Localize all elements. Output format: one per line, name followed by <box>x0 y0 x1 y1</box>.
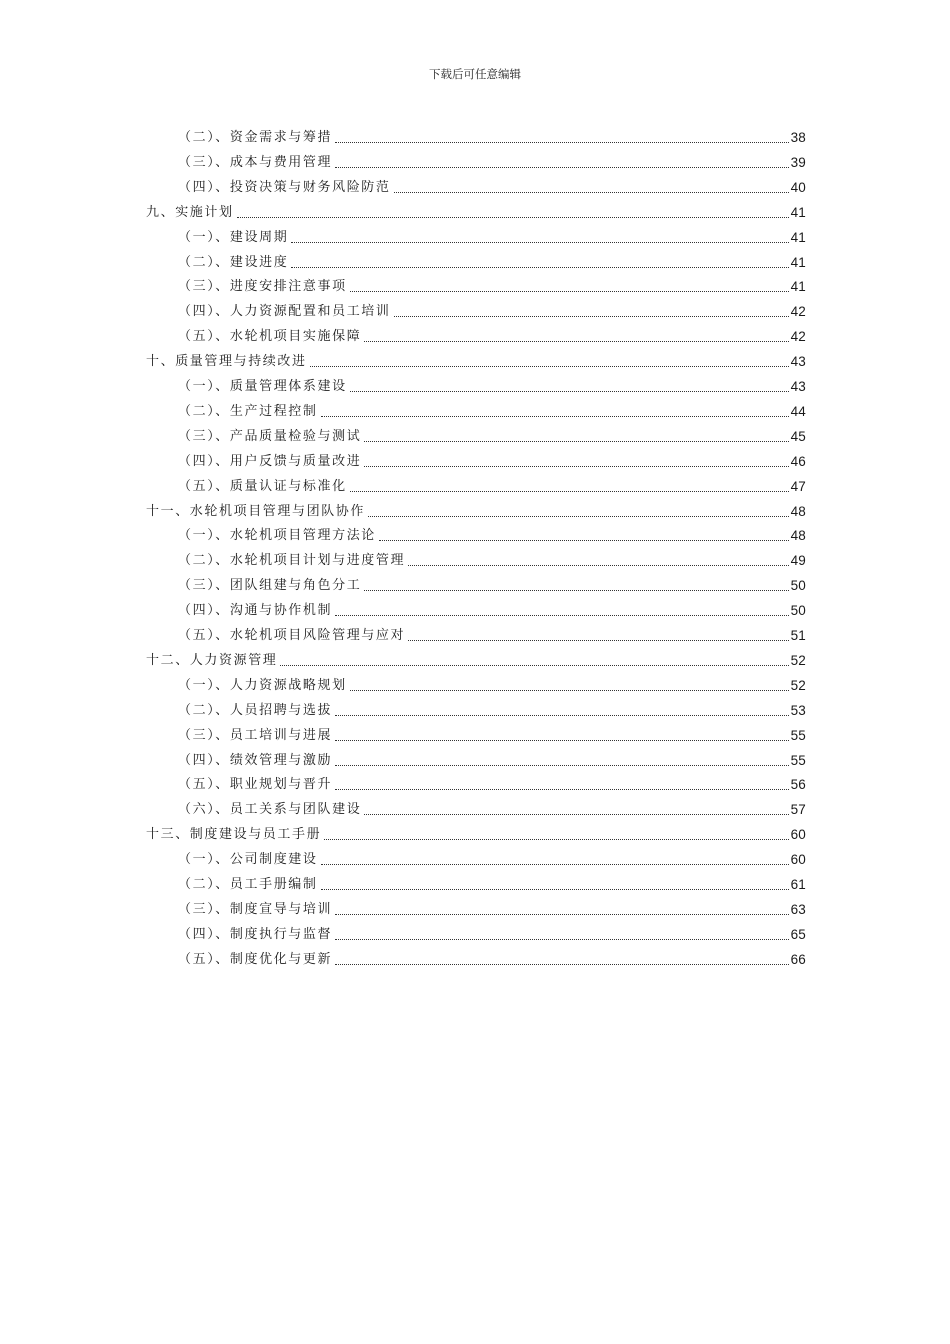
toc-page-number: 60 <box>790 852 806 868</box>
toc-entry-label: （四）、用户反馈与质量改进 <box>178 453 362 469</box>
toc-entry-label: （五）、职业规划与晋升 <box>178 777 333 793</box>
toc-dot-leader <box>335 938 788 940</box>
toc-page-number: 41 <box>790 229 806 245</box>
toc-dot-leader <box>321 415 789 417</box>
toc-page-number: 48 <box>790 528 806 544</box>
toc-section-entry[interactable] <box>178 747 806 769</box>
toc-dot-leader <box>335 913 788 915</box>
toc-dot-leader <box>364 440 788 442</box>
toc-section-entry[interactable] <box>178 572 806 594</box>
toc-entry-label: 十、质量管理与持续改进 <box>146 354 307 370</box>
toc-entry-label: 十三、制度建设与员工手册 <box>146 827 322 843</box>
toc-page-number: 63 <box>790 901 806 917</box>
toc-dot-leader <box>321 888 789 890</box>
toc-dot-leader <box>368 515 789 517</box>
toc-entry-label: （六）、员工关系与团队建设 <box>178 802 362 818</box>
toc-section-entry[interactable] <box>178 174 806 196</box>
toc-page-number: 40 <box>790 179 806 195</box>
toc-chapter-entry[interactable] <box>146 647 806 669</box>
toc-dot-leader <box>335 141 788 143</box>
toc-section-entry[interactable] <box>178 896 806 918</box>
toc-entry-label: （二）、建设进度 <box>178 254 289 270</box>
toc-entry-label: （二）、水轮机项目计划与进度管理 <box>178 553 406 569</box>
toc-section-entry[interactable] <box>178 273 806 295</box>
toc-entry-label: （四）、投资决策与财务风险防范 <box>178 179 391 195</box>
toc-section-entry[interactable] <box>178 722 806 744</box>
toc-page-number: 42 <box>790 329 806 345</box>
toc-dot-leader <box>324 838 788 840</box>
toc-entry-label: （一）、质量管理体系建设 <box>178 379 347 394</box>
toc-dot-leader <box>364 589 788 591</box>
toc-entry-label: （一）、人力资源战略规划 <box>178 677 347 693</box>
toc-entry-label: （四）、绩效管理与激励 <box>178 752 333 768</box>
toc-page-number: 47 <box>790 478 806 494</box>
toc-section-entry[interactable] <box>178 622 806 644</box>
toc-dot-leader <box>408 564 788 566</box>
toc-section-entry[interactable] <box>178 373 806 395</box>
toc-page-number: 66 <box>790 951 806 967</box>
toc-page-number: 52 <box>790 677 806 693</box>
toc-section-entry[interactable] <box>178 547 806 569</box>
toc-page-number: 41 <box>790 279 806 295</box>
toc-section-entry[interactable] <box>178 921 806 943</box>
toc-dot-leader <box>291 241 788 243</box>
toc-dot-leader <box>321 863 789 865</box>
toc-page-number: 65 <box>790 926 806 942</box>
toc-entry-label: （三）、团队组建与角色分工 <box>178 578 362 594</box>
toc-entry-label: 十二、人力资源管理 <box>146 652 278 668</box>
toc-dot-leader <box>335 963 788 965</box>
toc-chapter-entry[interactable] <box>146 498 806 520</box>
toc-page-number: 41 <box>790 204 806 220</box>
toc-dot-leader <box>335 614 788 616</box>
toc-section-entry[interactable] <box>178 871 806 893</box>
toc-page-number: 44 <box>790 403 806 419</box>
toc-page-number: 56 <box>790 777 806 793</box>
toc-dot-leader <box>350 290 789 292</box>
toc-dot-leader <box>237 216 789 218</box>
toc-entry-label: （二）、资金需求与筹措 <box>178 130 333 145</box>
toc-page-number: 43 <box>790 354 806 370</box>
toc-entry-label: （五）、水轮机项目风险管理与应对 <box>178 628 406 643</box>
toc-section-entry[interactable] <box>178 946 806 968</box>
toc-page-number: 60 <box>790 827 806 843</box>
toc-section-entry[interactable] <box>178 448 806 470</box>
toc-page-number: 48 <box>790 503 806 519</box>
toc-section-entry[interactable] <box>178 597 806 619</box>
toc-entry-label: （三）、产品质量检验与测试 <box>178 428 362 444</box>
toc-entry-label: （五）、质量认证与标准化 <box>178 478 347 494</box>
toc-dot-leader <box>280 664 788 666</box>
toc-dot-leader <box>350 689 789 691</box>
toc-entry-label: （二）、生产过程控制 <box>178 403 318 419</box>
toc-entry-label: （三）、进度安排注意事项 <box>178 279 347 295</box>
toc-page-number: 57 <box>790 802 806 818</box>
toc-entry-label: （二）、人员招聘与选拔 <box>178 702 333 718</box>
toc-page-number: 55 <box>790 752 806 768</box>
toc-page-number: 49 <box>790 553 806 569</box>
toc-page-number: 39 <box>790 154 806 170</box>
toc-section-entry[interactable] <box>178 398 806 420</box>
toc-dot-leader <box>335 739 788 741</box>
toc-section-entry[interactable] <box>178 149 806 171</box>
toc-page-number: 38 <box>790 130 806 145</box>
toc-page-number: 45 <box>790 428 806 444</box>
toc-section-entry[interactable] <box>178 846 806 868</box>
toc-dot-leader <box>335 714 788 716</box>
toc-page-number: 43 <box>790 379 806 394</box>
toc-page-number: 41 <box>790 254 806 270</box>
toc-section-entry[interactable] <box>178 423 806 445</box>
toc-page-number: 61 <box>790 877 806 892</box>
toc-entry-label: 九、实施计划 <box>146 204 234 220</box>
toc-dot-leader <box>310 365 789 367</box>
toc-entry-label: 十一、水轮机项目管理与团队协作 <box>146 503 366 519</box>
toc-dot-leader <box>364 813 788 815</box>
toc-entry-label: （四）、制度执行与监督 <box>178 926 333 942</box>
toc-section-entry[interactable] <box>178 473 806 495</box>
toc-entry-label: （三）、员工培训与进展 <box>178 727 333 743</box>
toc-section-entry[interactable] <box>178 124 806 146</box>
toc-section-entry[interactable] <box>178 796 806 818</box>
toc-dot-leader <box>335 788 788 790</box>
toc-entry-label: （一）、建设周期 <box>178 229 289 245</box>
toc-page-number: 50 <box>790 603 806 619</box>
page-header: 下载后可任意编辑 <box>429 67 521 81</box>
toc-dot-leader <box>350 390 789 392</box>
toc-section-entry[interactable] <box>178 672 806 694</box>
toc-entry-label: （一）、公司制度建设 <box>178 852 318 868</box>
toc-section-entry[interactable] <box>178 323 806 345</box>
toc-entry-label: （一）、水轮机项目管理方法论 <box>178 528 376 544</box>
toc-section-entry[interactable] <box>178 522 806 544</box>
toc-entry-label: （五）、水轮机项目实施保障 <box>178 329 362 345</box>
toc-dot-leader <box>291 266 788 268</box>
toc-entry-label: （五）、制度优化与更新 <box>178 951 333 967</box>
toc-page-number: 46 <box>790 453 806 469</box>
toc-dot-leader <box>394 191 789 193</box>
toc-entry-label: （四）、人力资源配置和员工培训 <box>178 304 391 320</box>
toc-page-number: 51 <box>790 628 806 643</box>
toc-section-entry[interactable] <box>178 771 806 793</box>
toc-page-number: 53 <box>790 702 806 718</box>
toc-dot-leader <box>350 490 789 492</box>
toc-dot-leader <box>364 340 788 342</box>
toc-section-entry[interactable] <box>178 249 806 271</box>
toc-dot-leader <box>364 465 788 467</box>
toc-dot-leader <box>408 639 788 641</box>
toc-section-entry[interactable] <box>178 298 806 320</box>
toc-dot-leader <box>335 764 788 766</box>
toc-page-number: 42 <box>790 304 806 320</box>
toc-dot-leader <box>394 315 789 317</box>
toc-entry-label: （三）、制度宣导与培训 <box>178 901 333 917</box>
toc-section-entry[interactable] <box>178 224 806 246</box>
toc-dot-leader <box>379 539 789 541</box>
toc-page-number: 55 <box>790 727 806 743</box>
toc-entry-label: （二）、员工手册编制 <box>178 877 318 892</box>
toc-section-entry[interactable] <box>178 697 806 719</box>
toc-chapter-entry[interactable] <box>146 821 806 843</box>
toc-chapter-entry[interactable] <box>146 199 806 221</box>
toc-entry-label: （三）、成本与费用管理 <box>178 154 333 170</box>
toc-page-number: 50 <box>790 578 806 594</box>
toc-dot-leader <box>335 166 788 168</box>
toc-chapter-entry[interactable] <box>146 348 806 370</box>
toc-entry-label: （四）、沟通与协作机制 <box>178 603 333 619</box>
toc-page-number: 52 <box>790 652 806 668</box>
